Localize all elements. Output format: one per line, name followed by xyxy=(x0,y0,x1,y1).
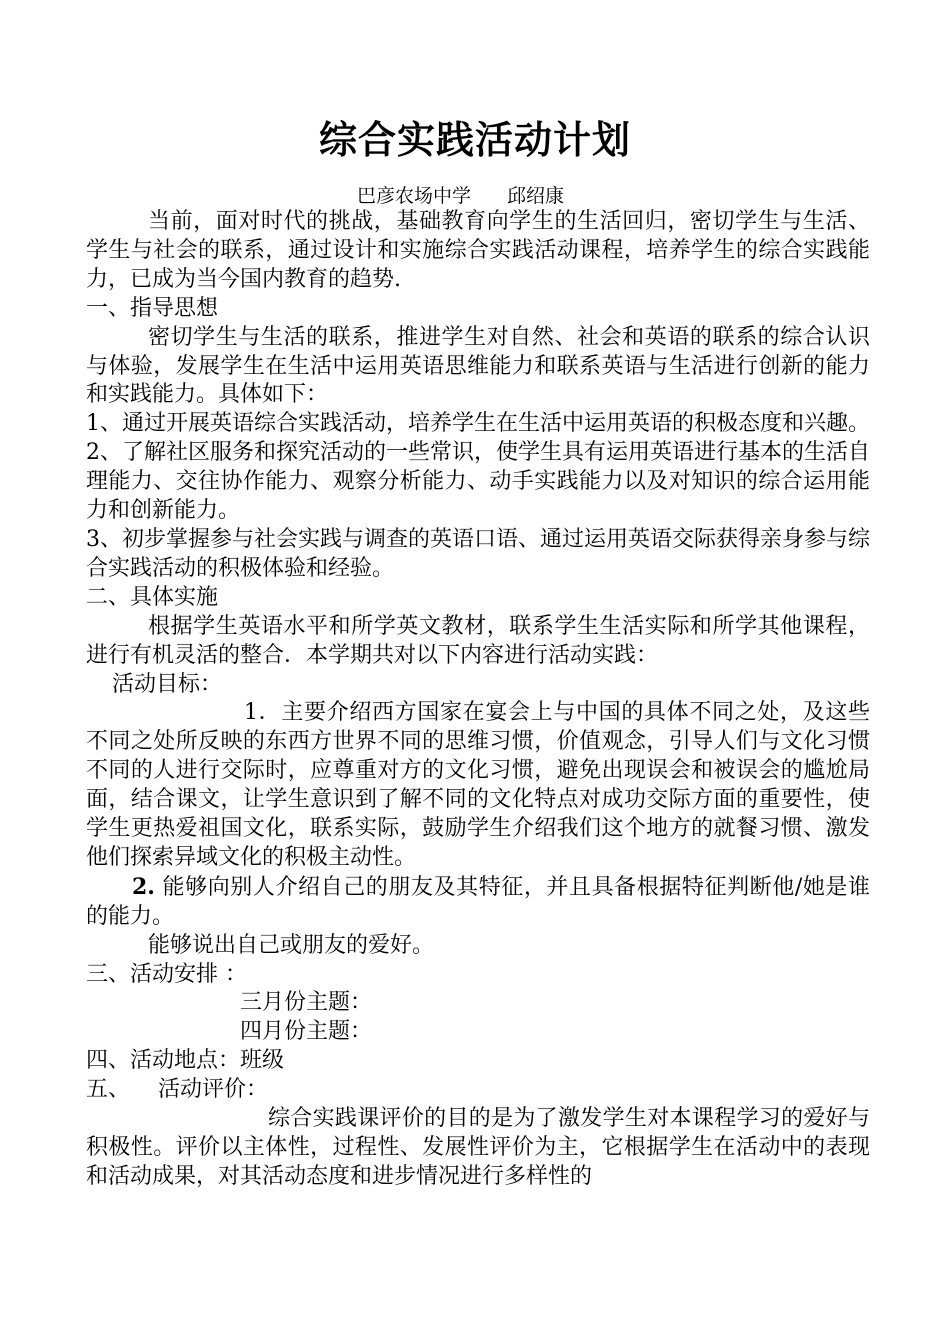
intro-paragraph: 当前，面对时代的挑战，基础教育向学生的生活回归，密切学生与生活、学生与社会的联系，通过设计和实施综合实践活动课程，培养学生的综合实践能力，已成为当今国内教育的趋势. xyxy=(86,209,870,292)
section1-item-2: 2、了解社区服务和探究活动的一些常识，使学生具有运用英语进行基本的生活自理能力、交往协作能力、观察分析能力、动手实践能力以及对知识的综合运用能力和创新能力。 xyxy=(86,440,870,524)
section1-item-3: 3、初步掌握参与社会实践与调查的英语口语、通过运用英语交际获得亲身参与综合实践活动的积极体验和经验。 xyxy=(86,526,870,581)
document-title: 综合实践活动计划 xyxy=(318,118,631,162)
goal-1: 1．主要介绍西方国家在宴会上与中国的具体不同之处，及这些不同之处所反映的东西方世界不同的思维习惯，价值观念，引导人们与文化习惯不同的人进行交际时，应尊重对方的文化习惯，避免出现误会和被误会的尴尬局面，结合课文，让学生意识到了解不同的文化特点对成功交际方面的重要性，使学生更热爱祖国文化，联系实际，鼓励学生介绍我们这个地方的就餐习惯、激发他们探索异域文化的积极主动性。 xyxy=(86,700,870,870)
section5-label: 活动评价： xyxy=(158,1077,269,1103)
section1-heading: 一、指导思想 xyxy=(86,295,219,321)
section5-paragraph: 综合实践课评价的目的是为了激发学生对本课程学习的爱好与积极性。评价以主体性，过程性、发展性评价为主，它根据学生在活动中的表现和活动成果，对其活动态度和进步情况进行多样性的 xyxy=(86,1106,870,1189)
section5-heading xyxy=(86,1076,870,1105)
section1-item-1: 1、通过开展英语综合实践活动，培养学生在生活中运用英语的积极态度和兴趣。 xyxy=(86,411,870,437)
section4-heading: 四、活动地点：班级 xyxy=(86,1048,285,1074)
section3-heading: 三、活动安排 ： xyxy=(86,961,247,987)
goal-2-number: 2. xyxy=(132,873,155,900)
document-body xyxy=(86,208,870,1192)
author-line xyxy=(357,183,564,209)
author-school: 巴彦农场中学 xyxy=(357,185,472,207)
goal-3: 能够说出自己或朋友的爱好。 xyxy=(148,932,435,958)
april-theme: 四月份主题： xyxy=(240,1019,373,1045)
author-name: 邱绍康 xyxy=(507,185,565,207)
section2-heading: 二、具体实施 xyxy=(86,584,219,610)
section5-number: 五、 xyxy=(86,1077,131,1103)
goal-2-text: 能够向别人介绍自己的朋友及其特征，并且具备根据特征判断他/她是谁的能力。 xyxy=(86,874,870,929)
section2-paragraph: 根据学生英语水平和所学英文教材，联系学生生活实际和所学其他课程，进行有机灵活的整合．本学期共对以下内容进行活动实践： xyxy=(86,613,870,668)
goal-label: 活动目标： xyxy=(112,671,223,697)
march-theme: 三月份主题： xyxy=(240,990,373,1016)
section1-paragraph: 密切学生与生活的联系，推进学生对自然、社会和英语的联系的综合认识与体验，发展学生在生活中运用英语思维能力和联系英语与生活进行创新的能力和实践能力。具体如下： xyxy=(86,324,870,408)
goal-2 xyxy=(86,873,870,932)
